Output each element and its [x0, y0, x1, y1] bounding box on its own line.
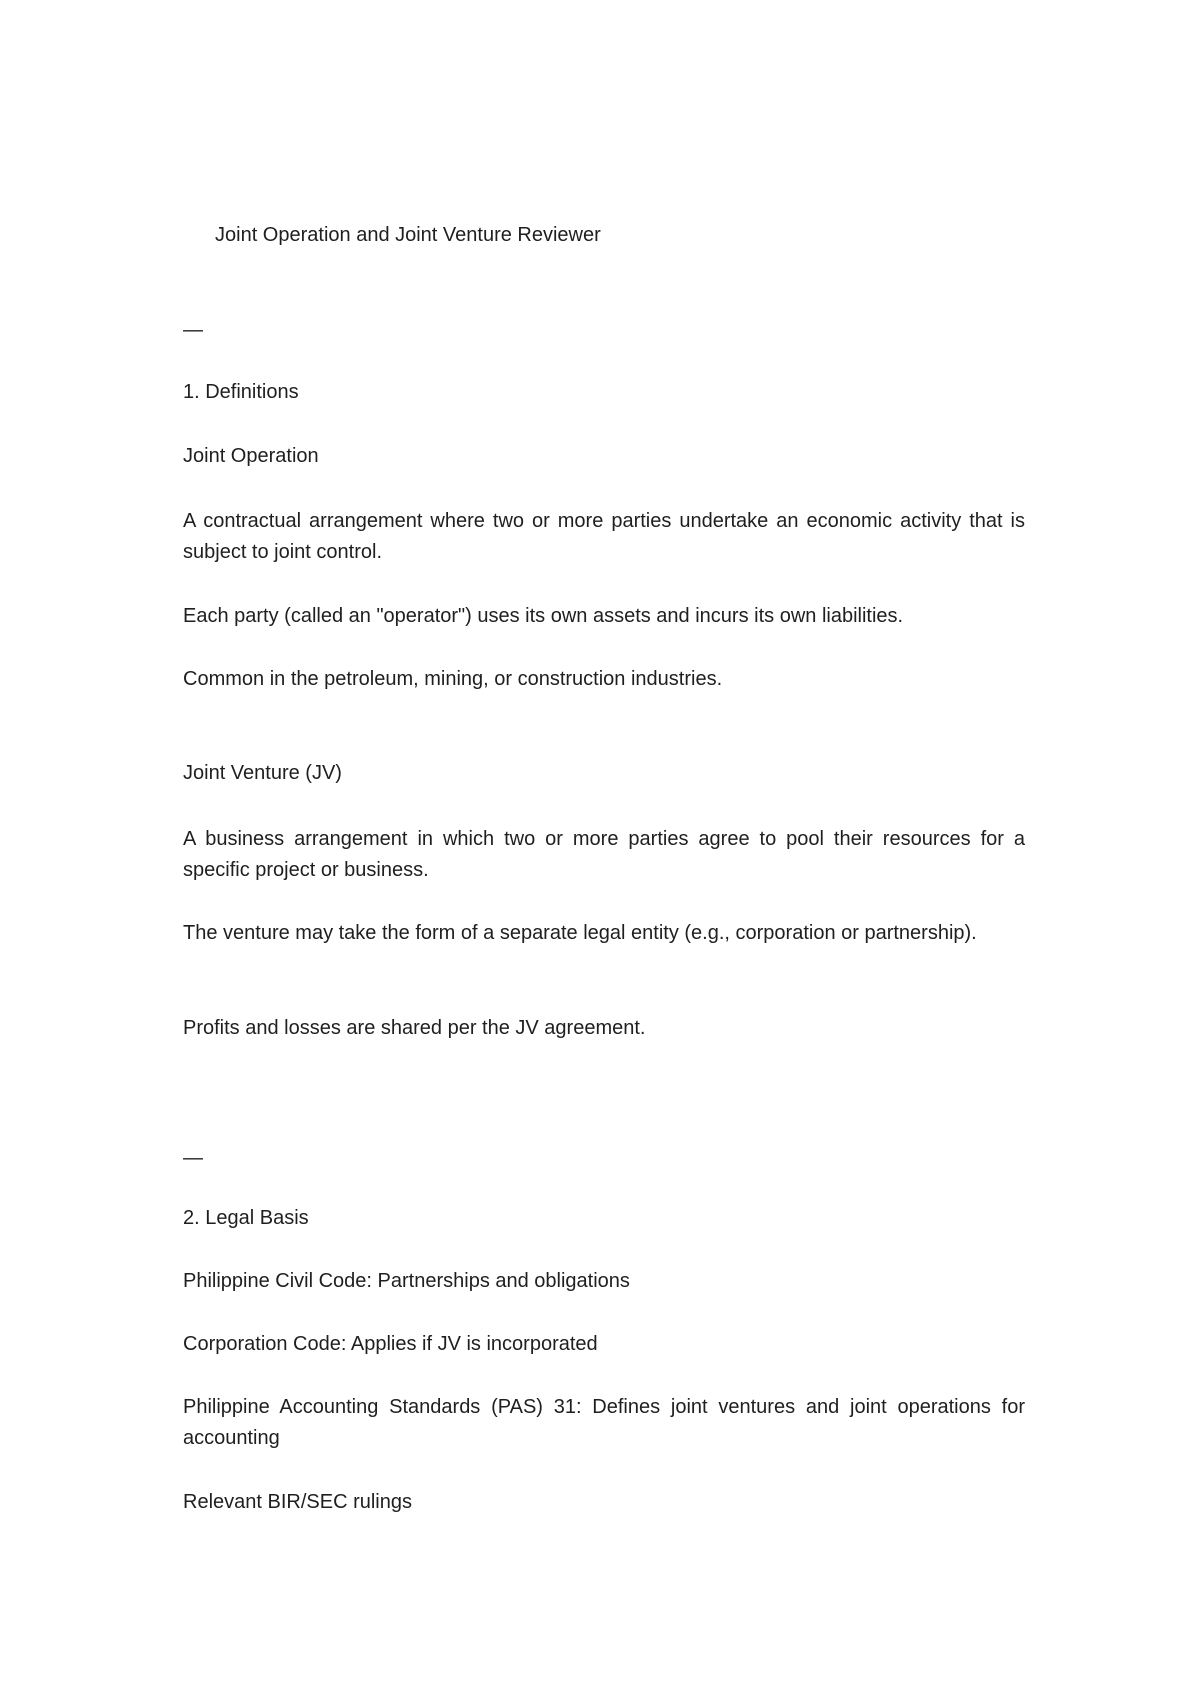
- list-item: Philippine Civil Code: Partnerships and obligations: [183, 1270, 630, 1292]
- subsection-title-joint-operation: Joint Operation: [183, 445, 319, 467]
- divider: —: [183, 319, 203, 341]
- paragraph: Profits and losses are shared per the JV agreement.: [183, 1017, 646, 1039]
- paragraph: A contractual arrangement where two or more parties undertake an economic activity that is subject to joint control.: [183, 510, 1025, 563]
- subsection-title-joint-venture: Joint Venture (JV): [183, 762, 342, 784]
- section-heading-legal-basis: 2. Legal Basis: [183, 1207, 309, 1229]
- paragraph: A business arrangement in which two or more parties agree to pool their resources for a specific project or business.: [183, 828, 1025, 881]
- document-title: Joint Operation and Joint Venture Reviewer: [215, 224, 601, 246]
- list-item: Corporation Code: Applies if JV is incorporated: [183, 1333, 598, 1355]
- paragraph: Each party (called an "operator") uses its own assets and incurs its own liabilities.: [183, 605, 904, 627]
- divider: —: [183, 1147, 203, 1169]
- section-heading-definitions: 1. Definitions: [183, 381, 299, 403]
- paragraph: Common in the petroleum, mining, or construction industries.: [183, 668, 723, 690]
- list-item: Relevant BIR/SEC rulings: [183, 1491, 412, 1513]
- list-item: Philippine Accounting Standards (PAS) 31: Defines joint ventures and joint operations for accounting: [183, 1396, 1025, 1449]
- paragraph: The venture may take the form of a separate legal entity (e.g., corporation or partnership).: [183, 922, 977, 944]
